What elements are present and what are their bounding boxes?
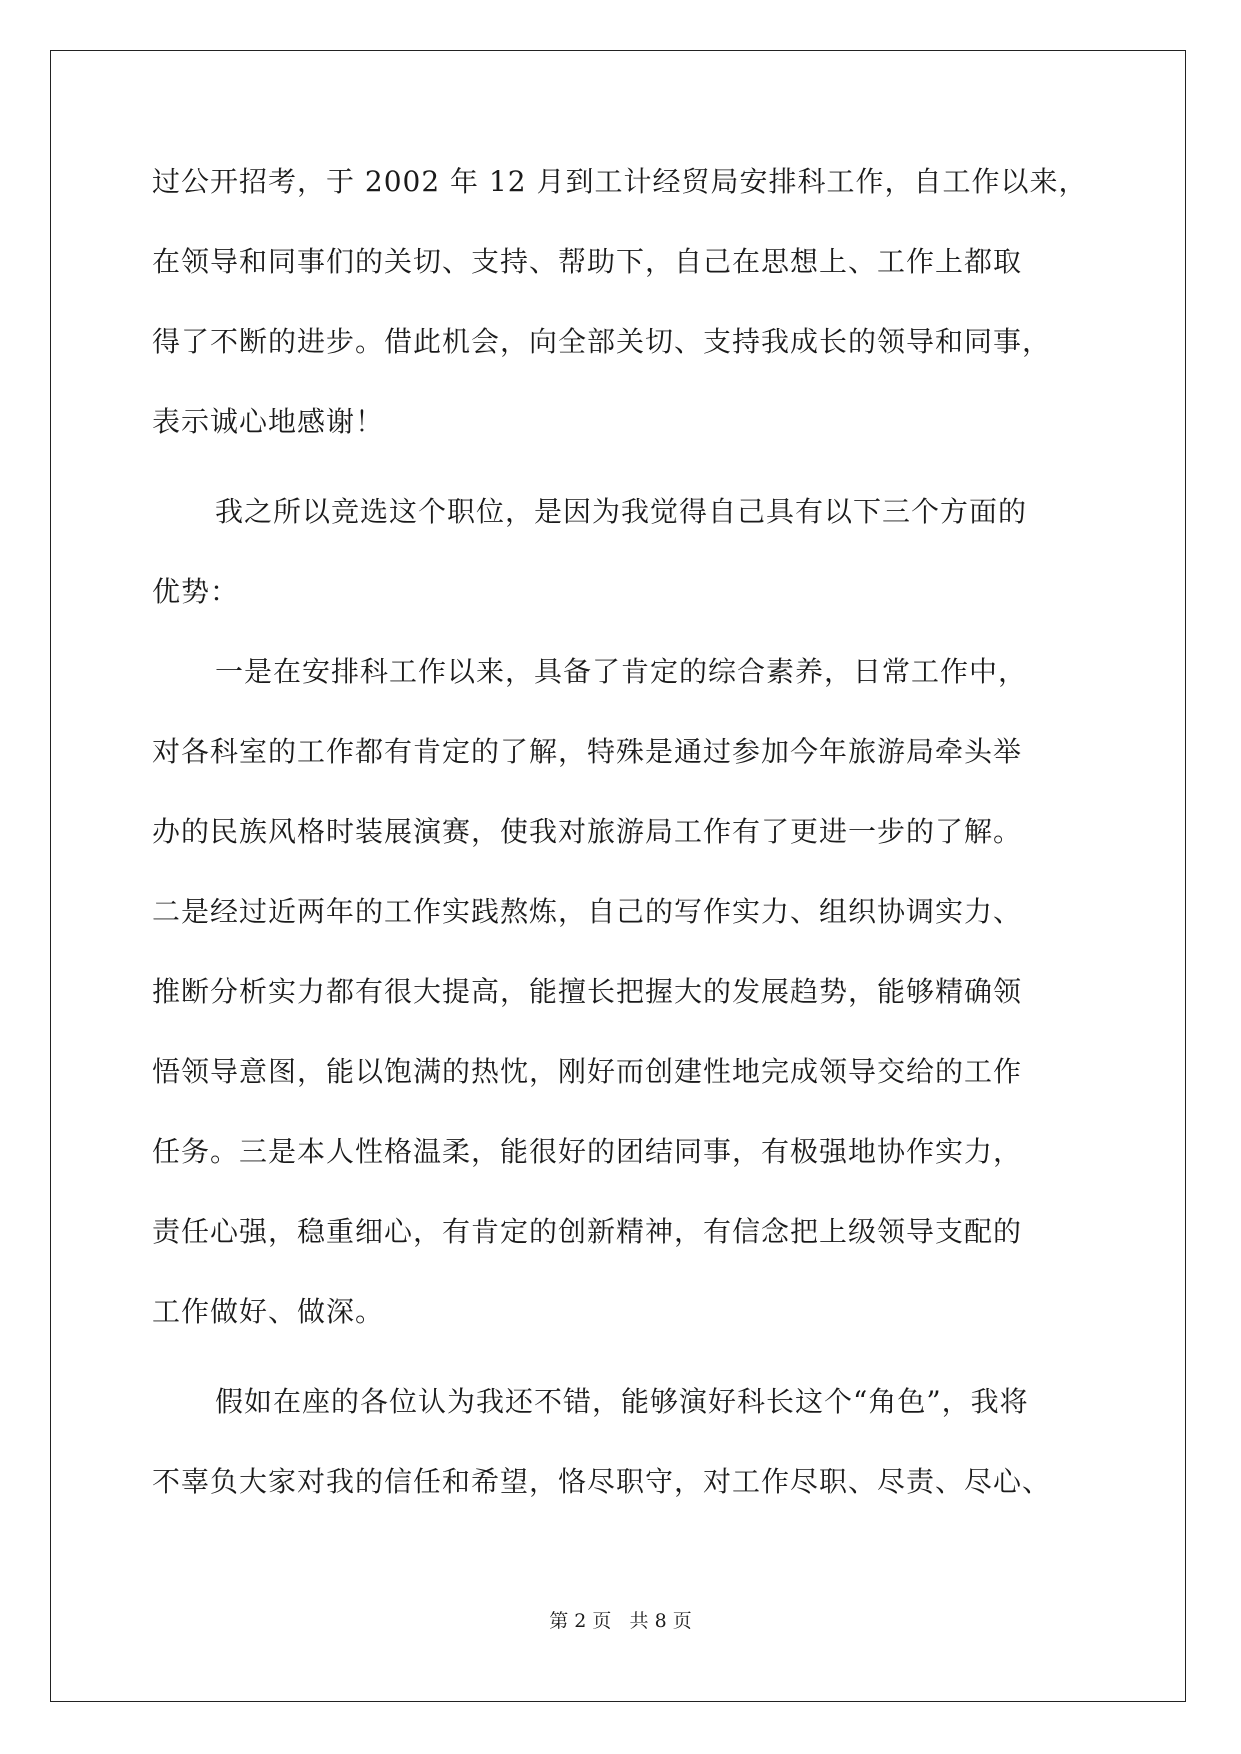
text-line: 责任心强，稳重细心，有肯定的创新精神，有信念把上级领导支配的 — [152, 1215, 1023, 1248]
text-line: 办的民族风格时装展演赛，使我对旅游局工作有了更进一步的了解。 — [152, 815, 1023, 848]
paragraph-first-line: 我之所以竞选这个职位，是因为我觉得自己具有以下三个方面的 — [215, 495, 1028, 528]
text-line: 对各科室的工作都有肯定的了解，特殊是通过参加今年旅游局牵头举 — [152, 735, 1023, 768]
text-line: 不辜负大家对我的信任和希望，恪尽职守，对工作尽职、尽责、尽心、 — [152, 1465, 1052, 1498]
text-line: 得了不断的进步。借此机会，向全部关切、支持我成长的领导和同事， — [152, 325, 1052, 358]
page-number-footer: 第 2 页 共 8 页 — [549, 1610, 692, 1632]
text-line: 工作做好、做深。 — [152, 1295, 385, 1328]
text-line: 在领导和同事们的关切、支持、帮助下，自己在思想上、工作上都取 — [152, 245, 1023, 278]
text-line: 过公开招考，于 2002 年 12 月到工计经贸局安排科工作，自工作以来， — [152, 165, 1088, 198]
text-line: 表示诚心地感谢！ — [152, 405, 385, 438]
paragraph-first-line: 假如在座的各位认为我还不错，能够演好科长这个“角色”，我将 — [215, 1385, 1029, 1418]
text-line: 优势： — [152, 575, 240, 608]
text-line: 推断分析实力都有很大提高，能擅长把握大的发展趋势，能够精确领 — [152, 975, 1023, 1008]
text-line: 二是经过近两年的工作实践熬炼，自己的写作实力、组织协调实力、 — [152, 895, 1023, 928]
text-line: 任务。三是本人性格温柔，能很好的团结同事，有极强地协作实力， — [152, 1135, 1023, 1168]
page-border — [50, 50, 1186, 1702]
paragraph-first-line: 一是在安排科工作以来，具备了肯定的综合素养，日常工作中， — [215, 655, 1028, 688]
text-line: 悟领导意图，能以饱满的热忱，刚好而创建性地完成领导交给的工作 — [152, 1055, 1023, 1088]
